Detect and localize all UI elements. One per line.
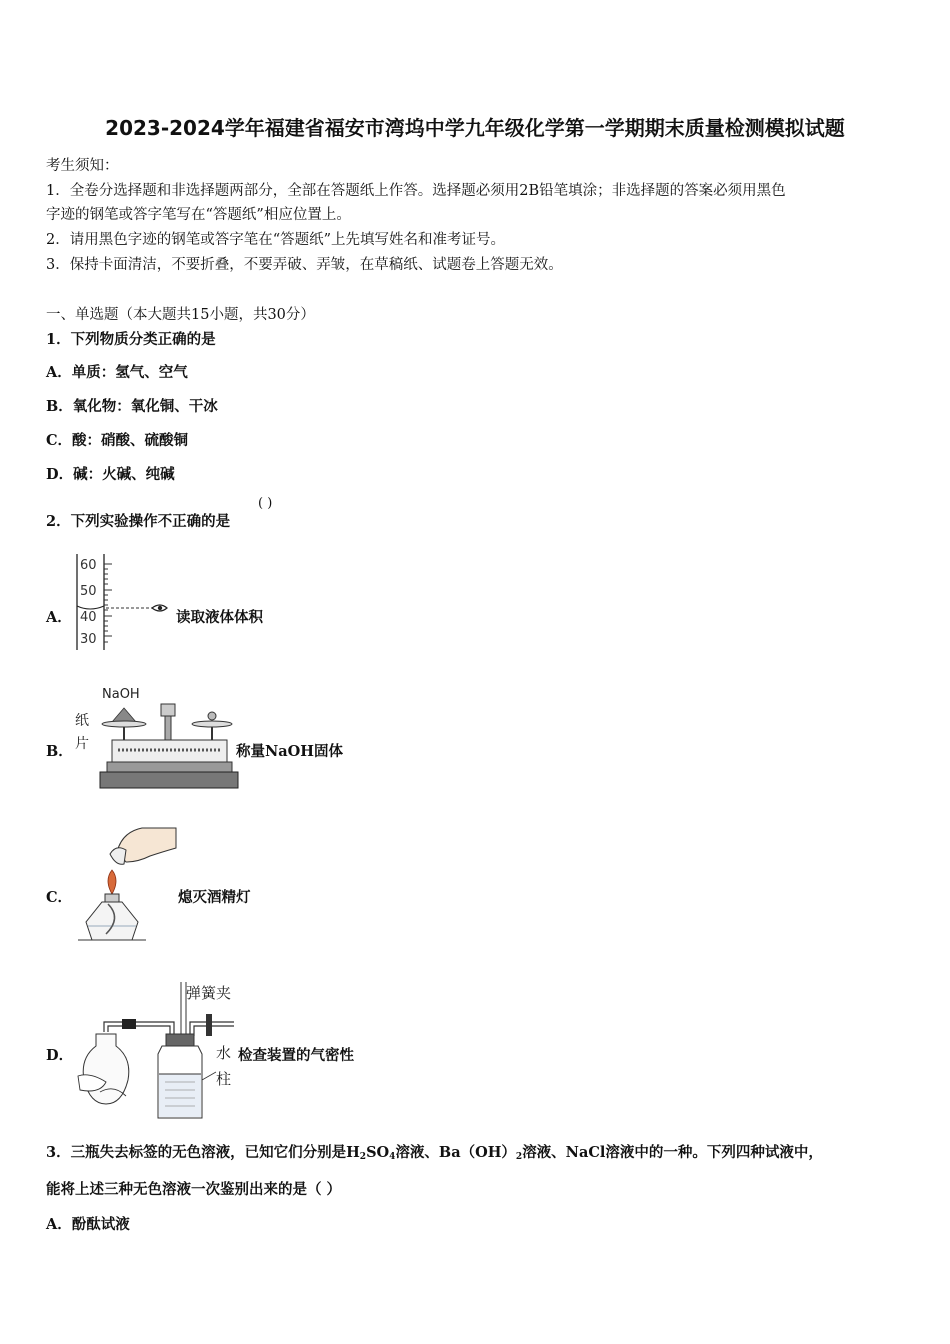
notice-item-1-line-1: 1．全卷分选择题和非选择题两部分，全部在答题纸上作答。选择题必须用2B铅笔填涂；非选择题的答案必须用黑色 [46, 183, 786, 199]
alcohol-lamp-figure [72, 822, 182, 944]
q3-text-c: 溶液、Ba（OH） [395, 1144, 516, 1161]
q3-text-d: 溶液、NaCl溶液中的一种。下列四种试液中， [522, 1144, 823, 1161]
q3-text-b: SO [366, 1144, 390, 1161]
q2-stem: 2．下列实验操作不正确的是 [46, 513, 231, 530]
q1-option-d: D．碱：火碱、纯碱 [46, 466, 175, 483]
eye-icon [152, 605, 167, 611]
cylinder-tick-60: 60 [80, 558, 97, 573]
naoh-label: NaOH [102, 687, 140, 702]
graduated-cylinder-figure [72, 552, 177, 652]
q2-option-a-letter: A． [46, 609, 72, 626]
clip-label: 弹簧夹 [186, 984, 232, 1002]
q1-option-b: B．氧化物：氧化铜、干冰 [46, 398, 218, 415]
q2-answer-paren: ( ) [258, 496, 273, 511]
notice-item-2: 2．请用黑色字迹的钢笔或答字笔在“答题纸”上先填写姓名和准考证号。 [46, 232, 506, 248]
q3-sub-2: 4 [389, 1152, 396, 1162]
cylinder-tick-30: 30 [80, 632, 97, 647]
water-label-2: 柱 [216, 1070, 232, 1088]
notice-heading: 考生须知： [46, 158, 119, 174]
q1-option-a: A．单质：氢气、空气 [46, 364, 188, 381]
cylinder-tick-50: 50 [80, 584, 97, 599]
paper-label-2: 片 [75, 736, 89, 752]
q3-stem-line-1 [46, 1141, 823, 1162]
notice-item-1-line-2: 字迹的钢笔或答字笔写在“答题纸”相应位置上。 [46, 207, 351, 223]
notice-item-3: 3．保持卡面清洁，不要折叠，不要弄破、弄皱，在草稿纸、试题卷上答题无效。 [46, 257, 563, 273]
q1-option-c: C．酸：硝酸、硫酸铜 [46, 432, 189, 449]
q2-option-c-letter: C． [46, 889, 73, 906]
q2-option-d-letter: D． [46, 1047, 74, 1064]
q2-option-b-caption: 称量NaOH固体 [236, 743, 343, 760]
water-label-1: 水 [216, 1044, 232, 1062]
section-heading: 一、单选题（本大题共15小题，共30分） [46, 307, 315, 323]
q3-text-a: 3．三瓶失去标签的无色溶液，已知它们分别是H [46, 1144, 360, 1161]
cylinder-tick-40: 40 [80, 610, 97, 625]
balance-figure [72, 682, 240, 792]
gas-tightness-apparatus-figure [70, 976, 246, 1122]
q3-sub-1: 2 [359, 1152, 367, 1162]
paper-label-1: 纸 [75, 713, 89, 729]
q3-stem-line-2: 能将上述三种无色溶液一次鉴别出来的是（ ） [46, 1181, 342, 1198]
q1-stem: 1．下列物质分类正确的是 [46, 331, 216, 348]
q3-sub-3: 2 [515, 1152, 523, 1162]
q3-option-a: A．酚酞试液 [46, 1216, 130, 1233]
page-title: 2023-2024学年福建省福安市湾坞中学九年级化学第一学期期末质量检测模拟试题 [105, 116, 845, 140]
q2-option-c-caption: 熄灭酒精灯 [178, 889, 251, 906]
q2-option-b-letter: B． [46, 743, 73, 760]
q2-option-a-caption: 读取液体体积 [176, 609, 263, 626]
q2-option-d-caption: 检查装置的气密性 [238, 1047, 354, 1064]
